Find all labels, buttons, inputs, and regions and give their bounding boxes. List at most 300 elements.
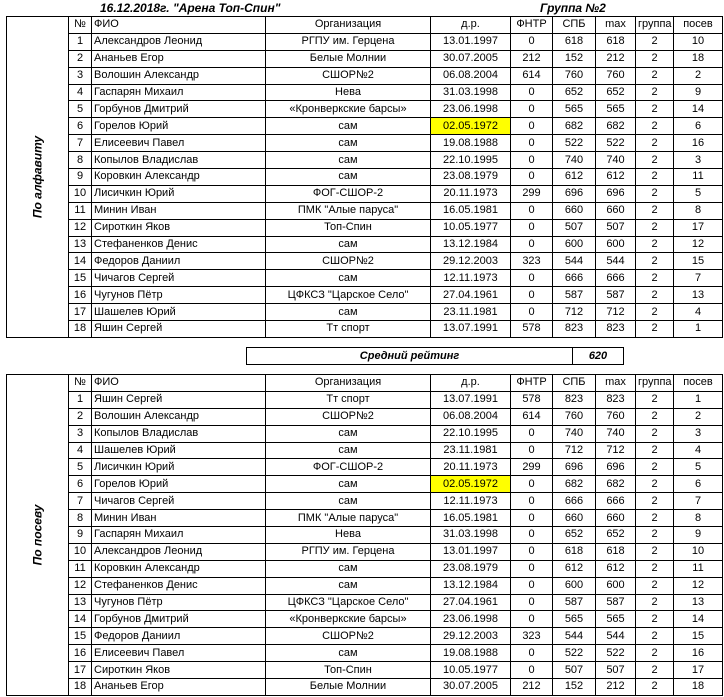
org-cell: Тт спорт [266,391,431,408]
num-cell: 5 [69,459,92,476]
column-header: Организация [266,375,431,392]
org-cell: РГПУ им. Герцена [266,543,431,560]
seed-cell: 2 [674,67,723,84]
num-cell: 3 [69,67,92,84]
name-cell: Копылов Владислав [92,425,266,442]
spb-cell: 152 [553,679,596,696]
fntr-cell: 0 [511,611,553,628]
seed-cell: 13 [674,287,723,304]
fntr-cell: 0 [511,594,553,611]
seed-cell: 8 [674,510,723,527]
group-cell: 2 [636,33,674,50]
max-cell: 740 [596,152,636,169]
birthdate-cell: 10.05.1977 [431,662,511,679]
fntr-cell: 0 [511,169,553,186]
seed-cell: 15 [674,628,723,645]
max-cell: 618 [596,543,636,560]
name-cell: Чичагов Сергей [92,270,266,287]
birthdate-cell: 20.11.1973 [431,459,511,476]
sheet-table-alphabetical [6,16,723,338]
column-header: Организация [266,17,431,34]
fntr-cell: 0 [511,101,553,118]
num-cell: 17 [69,662,92,679]
table-row [7,135,723,152]
birthdate-cell: 12.11.1973 [431,270,511,287]
spb-cell: 618 [553,543,596,560]
table-row [7,50,723,67]
table-row [7,510,723,527]
birthdate-cell: 31.03.1998 [431,527,511,544]
table-row [7,152,723,169]
header-row [7,375,723,392]
seed-cell: 10 [674,33,723,50]
birthdate-cell: 22.10.1995 [431,425,511,442]
birthdate-cell: 22.10.1995 [431,152,511,169]
num-cell: 4 [69,442,92,459]
name-cell: Яшин Сергей [92,391,266,408]
name-cell: Стефаненков Денис [92,577,266,594]
birthdate-cell: 23.11.1981 [431,442,511,459]
org-cell: СШОР№2 [266,67,431,84]
org-cell: Топ-Спин [266,662,431,679]
org-cell: «Кронверкские барсы» [266,101,431,118]
max-cell: 682 [596,118,636,135]
group-cell: 2 [636,202,674,219]
num-cell: 17 [69,304,92,321]
seed-cell: 14 [674,101,723,118]
fntr-cell: 0 [511,560,553,577]
table-row [7,33,723,50]
name-cell: Горелов Юрий [92,118,266,135]
fntr-cell: 0 [511,84,553,101]
birthdate-cell: 10.05.1977 [431,219,511,236]
column-header: max [596,17,636,34]
spb-cell: 565 [553,101,596,118]
column-header: № [69,17,92,34]
birthdate-cell: 29.12.2003 [431,628,511,645]
table-row [7,185,723,202]
fntr-cell: 323 [511,253,553,270]
fntr-cell: 0 [511,662,553,679]
group-cell: 2 [636,152,674,169]
table-row [7,202,723,219]
spb-cell: 760 [553,408,596,425]
name-cell: Коровкин Александр [92,169,266,186]
max-cell: 507 [596,662,636,679]
org-cell: сам [266,577,431,594]
table-row [7,270,723,287]
birthdate-cell: 23.11.1981 [431,304,511,321]
column-header: посев [674,17,723,34]
name-cell: Минин Иван [92,202,266,219]
seed-cell: 7 [674,270,723,287]
column-header: СПБ [553,17,596,34]
num-cell: 18 [69,321,92,338]
group-cell: 2 [636,219,674,236]
max-cell: 587 [596,287,636,304]
max-cell: 507 [596,219,636,236]
name-cell: Лисичкин Юрий [92,185,266,202]
birthdate-cell: 13.12.1984 [431,577,511,594]
fntr-cell: 0 [511,543,553,560]
spb-cell: 666 [553,493,596,510]
spb-cell: 618 [553,33,596,50]
org-cell: сам [266,425,431,442]
seed-cell: 2 [674,408,723,425]
group-cell: 2 [636,560,674,577]
spb-cell: 740 [553,425,596,442]
seed-cell: 7 [674,493,723,510]
column-header: группа [636,17,674,34]
max-cell: 600 [596,236,636,253]
table-row [7,527,723,544]
name-cell: Елисеевич Павел [92,645,266,662]
name-cell: Шашелев Юрий [92,442,266,459]
group-cell: 2 [636,493,674,510]
table-row [7,493,723,510]
fntr-cell: 0 [511,442,553,459]
num-cell: 6 [69,118,92,135]
org-cell: Белые Молнии [266,50,431,67]
seed-cell: 3 [674,152,723,169]
org-cell: сам [266,169,431,186]
fntr-cell: 0 [511,577,553,594]
num-cell: 1 [69,391,92,408]
spb-cell: 612 [553,560,596,577]
seed-cell: 11 [674,169,723,186]
org-cell: ЦФКСЗ "Царское Село" [266,287,431,304]
spb-cell: 740 [553,152,596,169]
spb-cell: 587 [553,287,596,304]
name-cell: Горелов Юрий [92,476,266,493]
spb-cell: 712 [553,304,596,321]
group-cell: 2 [636,679,674,696]
org-cell: сам [266,135,431,152]
section-label: По алфавиту [30,135,44,219]
table-row [7,84,723,101]
group-cell: 2 [636,594,674,611]
birthdate-cell: 29.12.2003 [431,253,511,270]
num-cell: 5 [69,101,92,118]
fntr-cell: 0 [511,135,553,152]
group-cell: 2 [636,287,674,304]
num-cell: 1 [69,33,92,50]
spb-cell: 652 [553,527,596,544]
group-cell: 2 [636,442,674,459]
seed-cell: 16 [674,645,723,662]
max-cell: 823 [596,391,636,408]
birthdate-cell: 13.01.1997 [431,33,511,50]
org-cell: ФОГ-СШОР-2 [266,459,431,476]
fntr-cell: 212 [511,679,553,696]
fntr-cell: 299 [511,459,553,476]
group-cell: 2 [636,628,674,645]
num-cell: 11 [69,202,92,219]
max-cell: 652 [596,84,636,101]
seed-cell: 1 [674,321,723,338]
spb-cell: 507 [553,662,596,679]
column-header: ФНТР [511,375,553,392]
max-cell: 660 [596,510,636,527]
num-cell: 16 [69,287,92,304]
column-header: max [596,375,636,392]
org-cell: ЦФКСЗ "Царское Село" [266,594,431,611]
name-cell: Чугунов Пётр [92,594,266,611]
max-cell: 522 [596,645,636,662]
spb-cell: 696 [553,459,596,476]
spb-cell: 666 [553,270,596,287]
seed-cell: 14 [674,611,723,628]
fntr-cell: 0 [511,219,553,236]
birthdate-cell: 13.12.1984 [431,236,511,253]
group-cell: 2 [636,391,674,408]
column-header: группа [636,375,674,392]
group-cell: 2 [636,67,674,84]
group-cell: 2 [636,118,674,135]
num-cell: 6 [69,476,92,493]
name-cell: Федоров Даниил [92,253,266,270]
group-cell: 2 [636,50,674,67]
num-cell: 2 [69,408,92,425]
group-cell: 2 [636,135,674,152]
max-cell: 696 [596,185,636,202]
name-cell: Ананьев Егор [92,679,266,696]
name-cell: Сироткин Яков [92,219,266,236]
seed-cell: 6 [674,476,723,493]
max-cell: 587 [596,594,636,611]
max-cell: 682 [596,476,636,493]
seed-cell: 9 [674,527,723,544]
seed-cell: 10 [674,543,723,560]
org-cell: сам [266,560,431,577]
fntr-cell: 0 [511,510,553,527]
table-row [7,679,723,696]
num-cell: 10 [69,543,92,560]
spb-cell: 660 [553,510,596,527]
name-cell: Федоров Даниил [92,628,266,645]
birthdate-cell: 19.08.1988 [431,135,511,152]
name-cell: Чугунов Пётр [92,287,266,304]
birthdate-cell: 23.06.1998 [431,101,511,118]
num-cell: 18 [69,679,92,696]
org-cell: Нева [266,527,431,544]
spb-cell: 152 [553,50,596,67]
birthdate-cell: 27.04.1961 [431,287,511,304]
num-cell: 14 [69,253,92,270]
birthdate-cell: 20.11.1973 [431,185,511,202]
max-cell: 696 [596,459,636,476]
column-header: д.р. [431,375,511,392]
fntr-cell: 323 [511,628,553,645]
group-cell: 2 [636,304,674,321]
num-cell: 2 [69,50,92,67]
birthdate-cell: 16.05.1981 [431,202,511,219]
num-cell: 9 [69,169,92,186]
num-cell: 11 [69,560,92,577]
fntr-cell: 0 [511,152,553,169]
table-row [7,391,723,408]
org-cell: СШОР№2 [266,253,431,270]
org-cell: Топ-Спин [266,219,431,236]
org-cell: «Кронверкские барсы» [266,611,431,628]
name-cell: Коровкин Александр [92,560,266,577]
org-cell: Нева [266,84,431,101]
max-cell: 522 [596,135,636,152]
average-rating-label: Средний рейтинг [247,348,573,365]
spb-cell: 682 [553,118,596,135]
section-label: По посеву [30,504,44,566]
birthdate-cell: 13.01.1997 [431,543,511,560]
birthdate-cell: 23.06.1998 [431,611,511,628]
average-rating-value: 620 [573,348,624,365]
name-cell: Волошин Александр [92,67,266,84]
section-label-cell [7,375,69,696]
table-row [7,560,723,577]
num-cell: 14 [69,611,92,628]
birthdate-cell: 31.03.1998 [431,84,511,101]
table-row [7,476,723,493]
seed-cell: 17 [674,219,723,236]
num-cell: 8 [69,152,92,169]
fntr-cell: 614 [511,408,553,425]
table-row [7,459,723,476]
group-cell: 2 [636,510,674,527]
birthdate-cell: 12.11.1973 [431,493,511,510]
seeding-table [6,374,722,696]
seed-cell: 12 [674,577,723,594]
column-header: № [69,375,92,392]
group-cell: 2 [636,543,674,560]
fntr-cell: 0 [511,270,553,287]
num-cell: 9 [69,527,92,544]
birthdate-cell: 23.08.1979 [431,560,511,577]
max-cell: 740 [596,425,636,442]
max-cell: 660 [596,202,636,219]
table-row [7,577,723,594]
table-row [7,219,723,236]
birthdate-cell: 16.05.1981 [431,510,511,527]
org-cell: сам [266,236,431,253]
org-cell: ПМК "Алые паруса" [266,510,431,527]
group-cell: 2 [636,527,674,544]
table-row [7,118,723,135]
seed-cell: 5 [674,459,723,476]
alphabetical-table [6,16,722,338]
name-cell: Шашелев Юрий [92,304,266,321]
max-cell: 212 [596,679,636,696]
spb-cell: 823 [553,321,596,338]
group-cell: 2 [636,169,674,186]
group-cell: 2 [636,84,674,101]
group-cell: 2 [636,408,674,425]
max-cell: 712 [596,304,636,321]
name-cell: Лисичкин Юрий [92,459,266,476]
spb-cell: 612 [553,169,596,186]
fntr-cell: 614 [511,67,553,84]
fntr-cell: 0 [511,202,553,219]
birthdate-cell: 30.07.2005 [431,679,511,696]
seed-cell: 5 [674,185,723,202]
column-header: ФНТР [511,17,553,34]
max-cell: 652 [596,527,636,544]
spb-cell: 712 [553,442,596,459]
spb-cell: 696 [553,185,596,202]
num-cell: 4 [69,84,92,101]
num-cell: 15 [69,270,92,287]
name-cell: Гаспарян Михаил [92,527,266,544]
group-cell: 2 [636,101,674,118]
fntr-cell: 299 [511,185,553,202]
spb-cell: 600 [553,236,596,253]
seed-cell: 13 [674,594,723,611]
max-cell: 600 [596,577,636,594]
column-header: СПБ [553,375,596,392]
org-cell: Тт спорт [266,321,431,338]
fntr-cell: 0 [511,118,553,135]
num-cell: 7 [69,493,92,510]
fntr-cell: 0 [511,287,553,304]
name-cell: Стефаненков Денис [92,236,266,253]
num-cell: 16 [69,645,92,662]
group-cell: 2 [636,253,674,270]
seed-cell: 18 [674,679,723,696]
table-row [7,543,723,560]
table-row [7,321,723,338]
name-cell: Копылов Владислав [92,152,266,169]
name-cell: Александров Леонид [92,543,266,560]
spb-cell: 522 [553,645,596,662]
num-cell: 8 [69,510,92,527]
max-cell: 212 [596,50,636,67]
seed-cell: 4 [674,442,723,459]
column-header: ФИО [92,375,266,392]
birthdate-cell: 06.08.2004 [431,67,511,84]
max-cell: 760 [596,408,636,425]
max-cell: 760 [596,67,636,84]
group-cell: 2 [636,476,674,493]
seed-cell: 11 [674,560,723,577]
spb-cell: 565 [553,611,596,628]
birthdate-cell: 02.05.1972 [431,476,511,493]
table-row [7,408,723,425]
seed-cell: 9 [674,84,723,101]
spb-cell: 544 [553,628,596,645]
fntr-cell: 0 [511,33,553,50]
table-row [7,253,723,270]
name-cell: Минин Иван [92,510,266,527]
fntr-cell: 0 [511,236,553,253]
name-cell: Яшин Сергей [92,321,266,338]
fntr-cell: 0 [511,527,553,544]
group-cell: 2 [636,236,674,253]
spb-cell: 600 [553,577,596,594]
fntr-cell: 0 [511,476,553,493]
name-cell: Волошин Александр [92,408,266,425]
org-cell: ФОГ-СШОР-2 [266,185,431,202]
seed-cell: 16 [674,135,723,152]
org-cell: сам [266,493,431,510]
fntr-cell: 0 [511,645,553,662]
org-cell: СШОР№2 [266,408,431,425]
birthdate-cell: 06.08.2004 [431,408,511,425]
name-cell: Сироткин Яков [92,662,266,679]
table-row [7,594,723,611]
group-cell: 2 [636,645,674,662]
group-cell: 2 [636,662,674,679]
max-cell: 565 [596,611,636,628]
max-cell: 544 [596,253,636,270]
spb-cell: 760 [553,67,596,84]
